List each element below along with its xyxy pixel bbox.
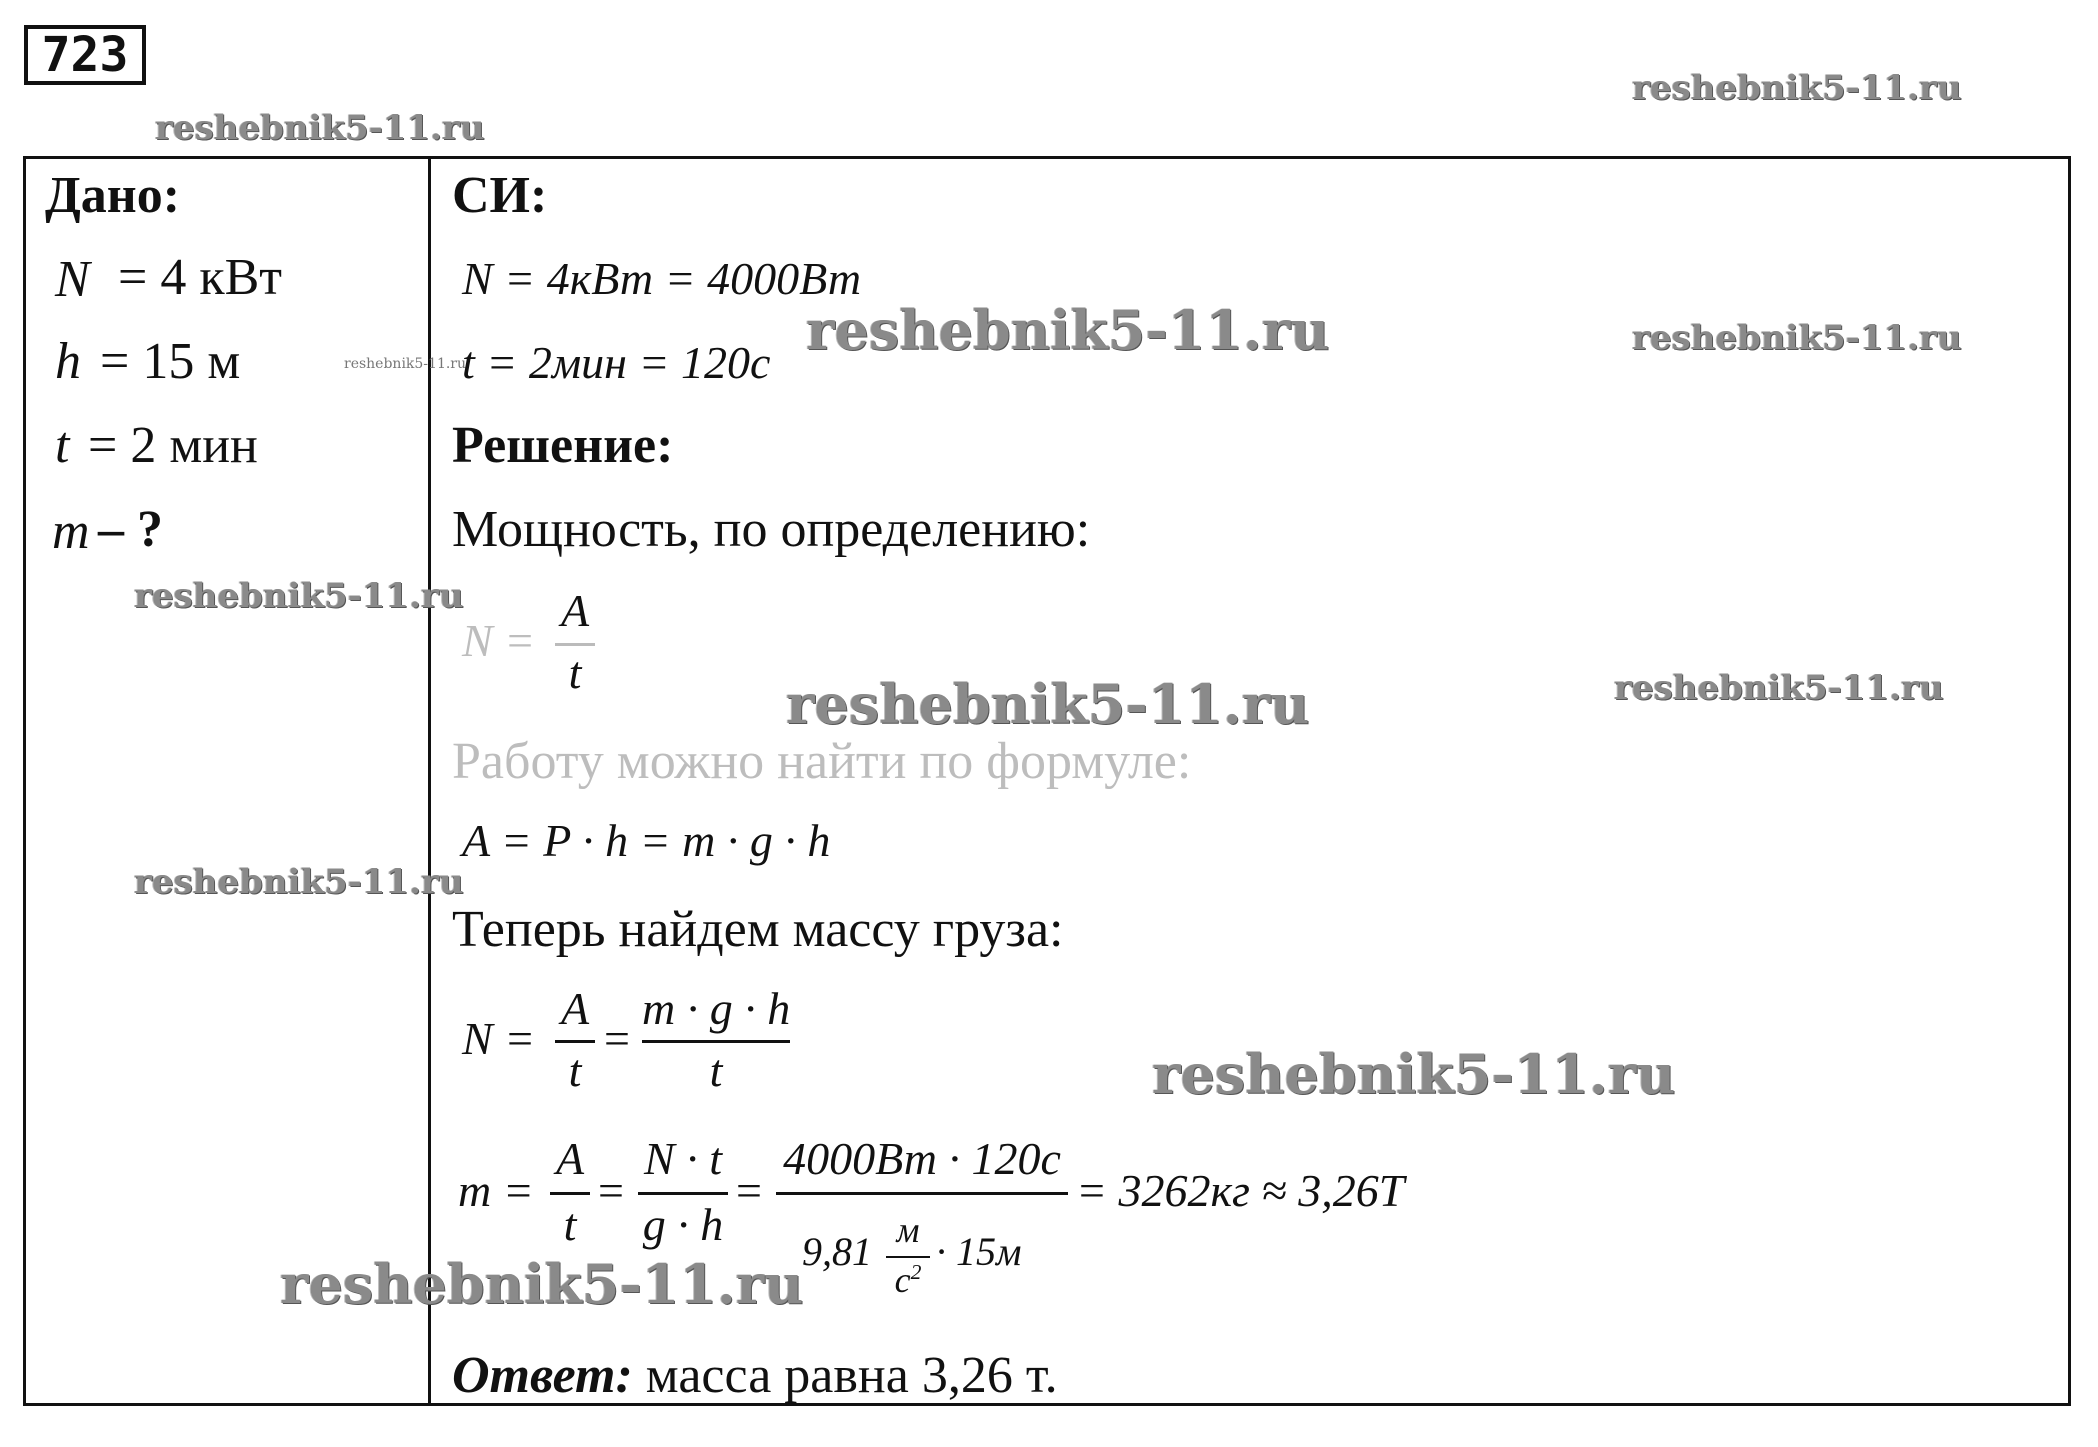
given-t-value: = 2 мин: [88, 417, 258, 474]
given-h-symbol: h: [55, 333, 81, 390]
column-divider: [428, 156, 431, 1406]
eq1-den: t: [568, 647, 582, 698]
watermark: reshebnik5-11.ru: [1614, 668, 1944, 708]
eq4-den-3-value: 9,81: [802, 1229, 872, 1274]
eq4-bar-1: [550, 1192, 590, 1195]
eq4-den-2: g · h: [642, 1199, 724, 1250]
given-m-symbol: m: [52, 503, 90, 560]
eq4-unit-num: м: [896, 1210, 920, 1250]
eq4-num-2: N · t: [644, 1133, 722, 1184]
eq3-fraction-2: [642, 983, 791, 1096]
eq4-den-1: t: [563, 1199, 577, 1250]
eq3-bar-1: [555, 1040, 595, 1043]
eq3-bar-2: [642, 1040, 790, 1043]
si-power: N = 4кВт = 4000Вт: [462, 253, 862, 304]
watermark: reshebnik5-11.ru: [806, 298, 1330, 362]
watermark: reshebnik5-11.ru: [134, 576, 464, 616]
given-title: Дано:: [45, 167, 181, 224]
solution-text-2: Работу можно найти по формуле:: [452, 733, 1192, 790]
eq1-bar: [555, 643, 595, 646]
watermark: reshebnik5-11.ru: [344, 356, 467, 372]
eq4-unit-bar: [886, 1256, 930, 1258]
eq1-fraction: [555, 585, 595, 698]
watermark: reshebnik5-11.ru: [155, 108, 485, 148]
eq4-fraction-3: [776, 1133, 1068, 1316]
eq3-fraction-1: [555, 983, 595, 1096]
watermark: reshebnik5-11.ru: [1632, 318, 1962, 358]
eq4-fraction-1: [550, 1133, 590, 1250]
eq3-left: N =: [462, 1013, 536, 1064]
eq4-num-3: 4000Вт · 120с: [783, 1133, 1061, 1184]
eq4-num-1: A: [555, 1133, 585, 1184]
solution-title: Решение:: [452, 417, 674, 474]
answer-text: масса равна 3,26 т.: [632, 1347, 1058, 1404]
solution-text-3: Теперь найдем массу груза:: [452, 901, 1064, 958]
eq4-unit-den-power: 2: [910, 1260, 922, 1284]
watermark: reshebnik5-11.ru: [280, 1252, 804, 1316]
eq1-left: N =: [462, 615, 536, 666]
given-h-value: = 15 м: [100, 333, 241, 390]
given-n-symbol: N: [55, 251, 90, 308]
eq2: A = P · h = m · g · h: [462, 815, 831, 866]
si-time: t = 2мин = 120с: [462, 337, 771, 388]
eq3-num-1: A: [560, 983, 590, 1034]
eq3-num-2: m · g · h: [642, 983, 791, 1034]
eq4-bar-3: [776, 1192, 1068, 1195]
eq3-equals: =: [604, 1013, 630, 1064]
problem-number: 723: [24, 25, 146, 85]
answer-line: [452, 1347, 1058, 1404]
given-n-value: = 4 кВт: [118, 249, 282, 306]
eq4-den-3-length: · 15м: [936, 1229, 1022, 1274]
eq3-den-2: t: [709, 1045, 723, 1096]
solution-text-1: Мощность, по определению:: [452, 501, 1091, 558]
watermark: reshebnik5-11.ru: [1152, 1042, 1676, 1106]
eq4-unit-den: [886, 1262, 930, 1298]
eq4-equals-2: =: [736, 1165, 762, 1216]
eq4-bar-2: [638, 1192, 728, 1195]
eq4-fraction-2: [638, 1133, 728, 1250]
eq4-left: m =: [458, 1165, 534, 1216]
given-t-symbol: t: [55, 417, 70, 474]
watermark: reshebnik5-11.ru: [1632, 68, 1962, 108]
eq4-unit-fraction: [886, 1212, 930, 1312]
watermark: reshebnik5-11.ru: [134, 862, 464, 902]
eq4-result: = 3262кг ≈ 3,26Т: [1076, 1165, 1405, 1216]
given-m-question: – ?: [98, 501, 163, 558]
answer-label: Ответ:: [452, 1347, 633, 1404]
eq3-den-1: t: [568, 1045, 582, 1096]
si-title: СИ:: [452, 167, 548, 224]
watermark: reshebnik5-11.ru: [786, 672, 1310, 736]
eq4-equals-1: =: [598, 1165, 624, 1216]
eq1-num: A: [560, 585, 590, 636]
eq4-unit-den-letter: с: [894, 1260, 911, 1300]
